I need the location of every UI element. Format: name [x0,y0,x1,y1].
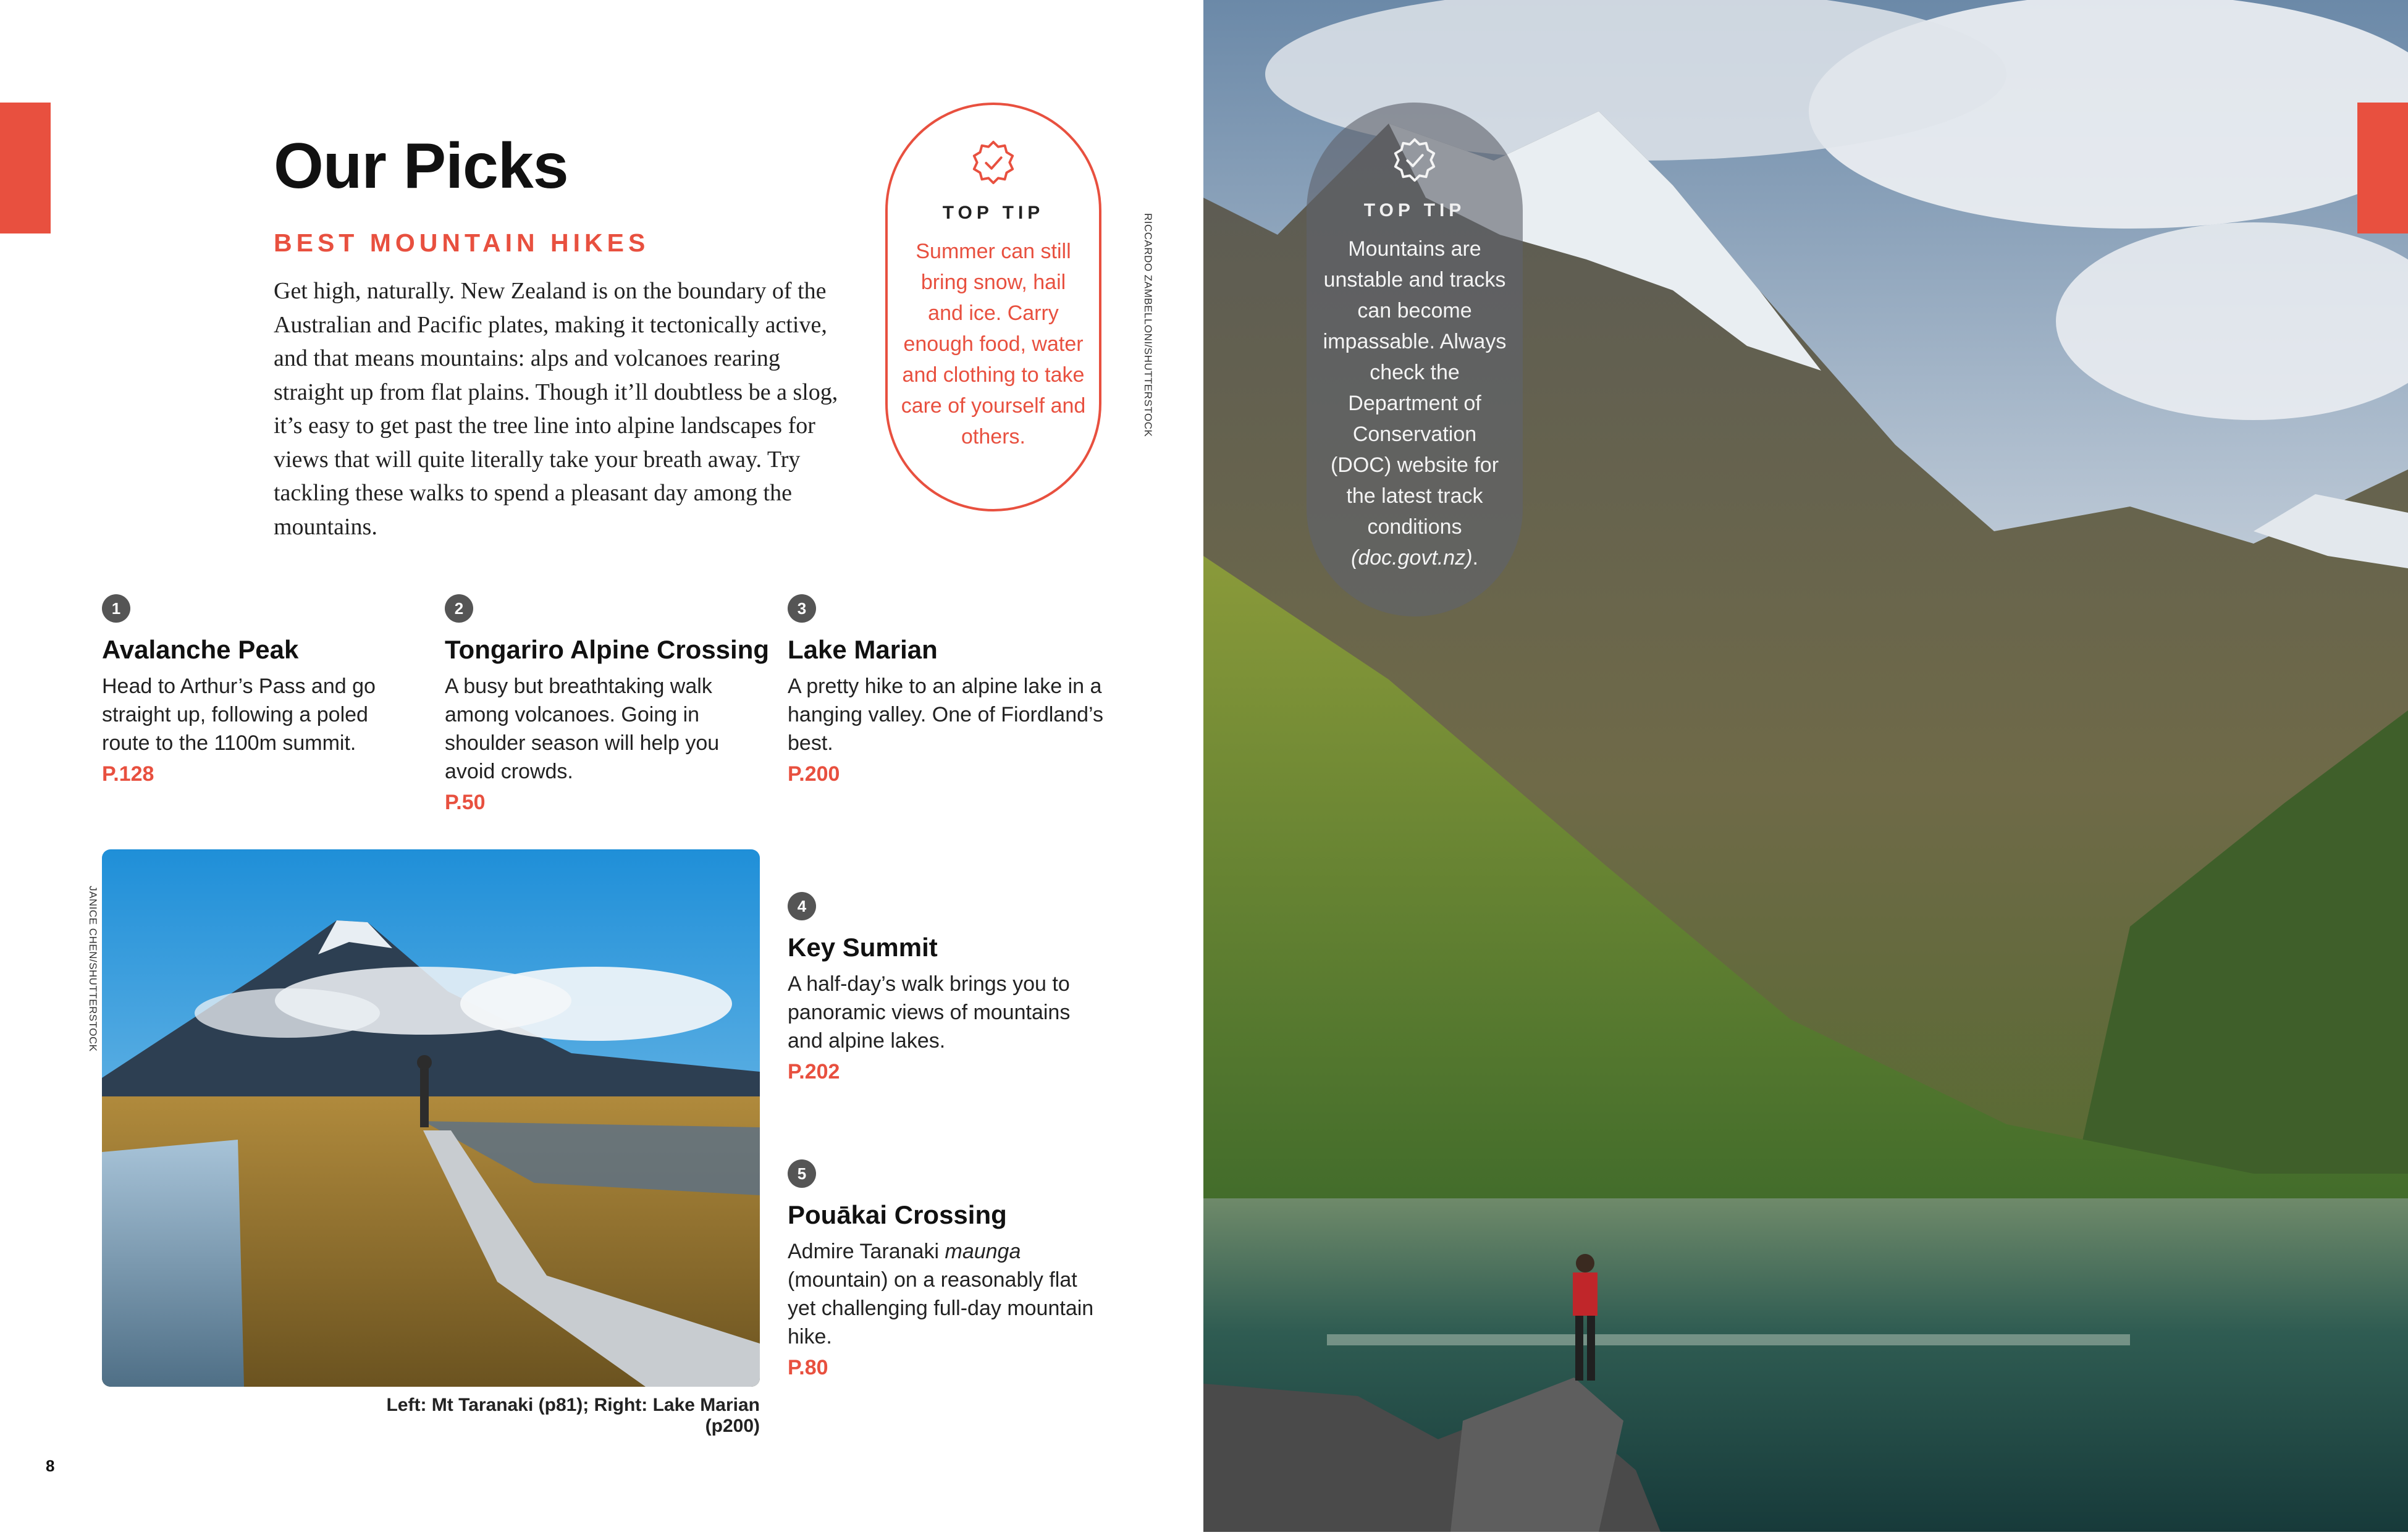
pick-name: Key Summit [788,933,938,962]
pick-description: A pretty hike to an alpine lake in a hanging valley. One of Fiordland’s best. [788,675,1103,755]
top-tip-box-left [885,103,1101,511]
pick-description: A busy but breathtaking walk among volcanoes. Going in shoulder season will help you avoid crowds. [445,675,720,783]
pick-number: 4 [788,892,816,920]
badge-check-icon [969,138,1017,187]
pick-page-link[interactable]: P.128 [102,762,154,786]
pick-item [788,594,1134,786]
pick-item [788,1159,1134,1380]
pick-desc-text: (mountain) on a reasonably flat yet challenging full-day mountain hike. [788,1268,1094,1348]
pick-item [788,892,1134,1084]
top-tip-text: Summer can still bring snow, hail and ice. Carry enough food, water and clothing to take care of yourself and others. [901,240,1086,448]
pick-name: Tongariro Alpine Crossing [445,635,770,664]
pick-page-link[interactable]: P.200 [788,762,840,786]
pick-description [788,1237,1109,1351]
badge-check-icon [1391,136,1439,184]
pick-number: 3 [788,594,816,623]
doc-website-link[interactable]: (doc.govt.nz) [1351,546,1473,570]
page-title: Our Picks [274,130,568,202]
photo-credit-big: RICCARDO ZAMBELLONI/SHUTTERSTOCK [1142,213,1154,437]
pick-description: Head to Arthur’s Pass and go straight up, following a poled route to the 1100m summit. [102,675,376,755]
top-tip-box-right [1307,103,1523,616]
pick-page-link[interactable]: P.202 [788,1060,840,1083]
section-tab-right [2357,103,2408,233]
pick-page-link[interactable]: P.50 [445,791,486,814]
photo-caption: Left: Mt Taranaki (p81); Right: Lake Marian (p200) [386,1395,760,1436]
pick-desc-emphasis: maunga [945,1240,1021,1263]
pick-number: 1 [102,594,130,623]
pick-name: Avalanche Peak [102,635,299,664]
mt-taranaki-photo [102,849,760,1387]
intro-paragraph: Get high, naturally. New Zealand is on the boundary of the Australian and Pacific plates, making it tectonically active, and that means mountains: alps and volcanoes rearing straight up from flat plains. Though it’ll doubtless be a slog, it’s easy to get past the tree line into alpine landscapes for views that will quite literally take your breath away. Try tackling these walks to spend a pleasant day among the mountains. [274,278,838,540]
top-tip-text [1322,233,1507,573]
pick-name: Pouākai Crossing [788,1200,1007,1229]
page-number: 8 [46,1457,55,1475]
pick-item [102,594,448,786]
pick-page-link[interactable]: P.80 [788,1356,828,1379]
top-tip-heading: TOP TIP [1363,200,1466,221]
pick-description: A half-day’s walk brings you to panoramic views of mountains and alpine lakes. [788,972,1071,1053]
top-tip-heading: TOP TIP [942,203,1045,223]
pick-name: Lake Marian [788,635,938,664]
pick-number: 5 [788,1159,816,1188]
photo-credit-small: JANICE CHEN/SHUTTERSTOCK [87,886,99,1052]
pick-item [445,594,791,815]
pick-desc-text: Admire Taranaki [788,1240,945,1263]
top-tip-body: Mountains are unstable and tracks can become impassable. Always check the Department of Conservation (DOC) website for the latest track conditions [1323,237,1507,539]
mt-taranaki-illustration [102,849,760,1387]
section-subtitle: BEST MOUNTAIN HIKES [274,229,650,257]
section-tab-left [0,103,51,233]
pick-number: 2 [445,594,473,623]
top-tip-end: . [1472,546,1478,570]
